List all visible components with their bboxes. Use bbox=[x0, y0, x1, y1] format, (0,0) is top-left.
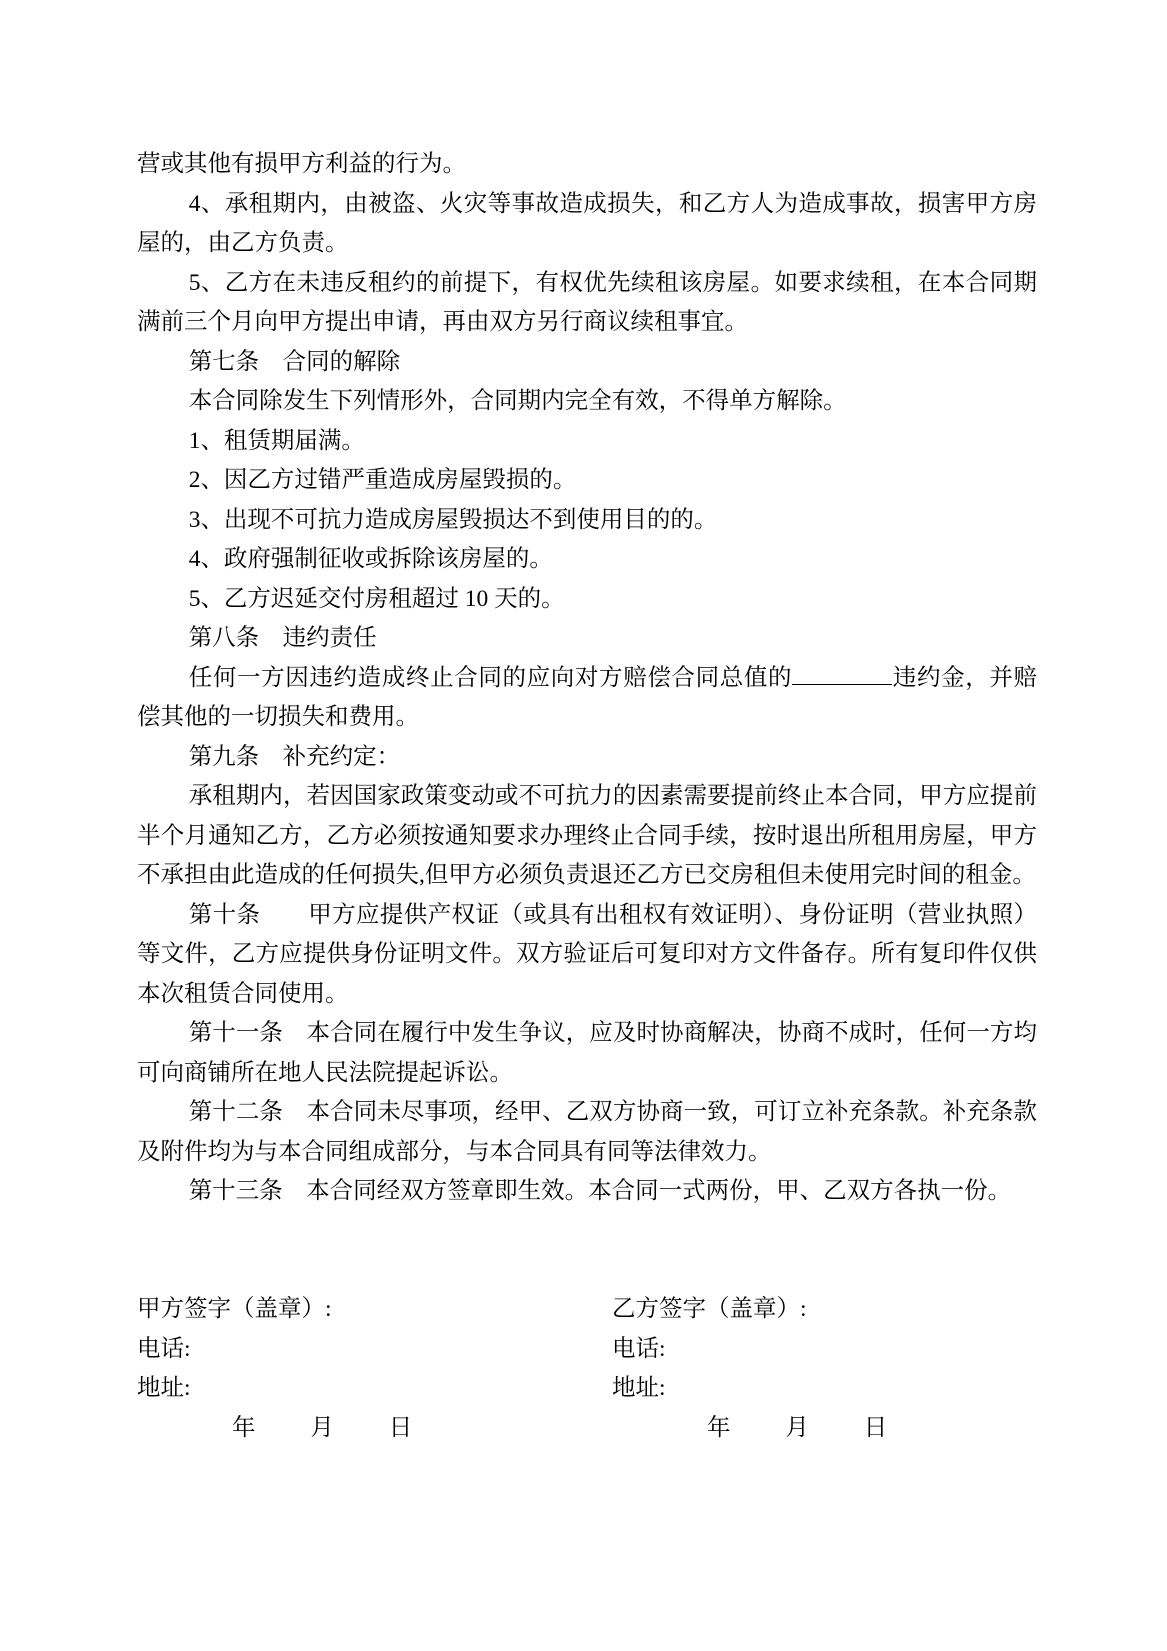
party-b-phone-label: 电话: bbox=[612, 1335, 666, 1362]
contract-body bbox=[137, 145, 1037, 1212]
clause-7-item-2: 2、因乙方过错严重造成房屋毁损的。 bbox=[188, 467, 577, 493]
clause-7-heading: 第七条 合同的解除 bbox=[188, 348, 401, 375]
clause-12-body: 第十二条 本合同未尽事项，经甲、乙双方协商一致，可订立补充条款。补充条款及附件均为与本合同组成部分，与本合同具有同等法律效力。 bbox=[137, 1099, 1037, 1165]
party-a-phone-label: 电话: bbox=[137, 1335, 191, 1362]
continuation-line-prohibited-acts: 营或其他有损甲方利益的行为。 bbox=[137, 151, 466, 177]
clause-7-item-1: 1、租赁期届满。 bbox=[188, 427, 365, 454]
blank-underline bbox=[792, 682, 892, 685]
clause-9-body: 承租期内，若因国家政策变动或不可抗力的因素需要提前终止本合同，甲方应提前半个月通知乙方，乙方必须按通知要求办理终止合同手续，按时退出所租用房屋，甲方不承担由此造成的任何损失,但甲方必须负责退还乙方已交房租但未使用完时间的租金。 bbox=[137, 783, 1037, 888]
day-label: 日 bbox=[388, 1414, 413, 1441]
year-label: 年 bbox=[232, 1414, 256, 1441]
clause-7-item-4: 4、政府强制征收或拆除该房屋的。 bbox=[188, 546, 553, 572]
day-label: 日 bbox=[863, 1414, 888, 1441]
clause-10-body: 第十条 甲方应提供产权证（或具有出租权有效证明）、身份证明（营业执照）等文件，乙方应提供身份证明文件。双方验证后可复印对方文件备存。所有复印件仅供本次租赁合同使用。 bbox=[137, 901, 1037, 1007]
clause-13-body: 第十三条 本合同经双方签章即生效。本合同一式两份，甲、乙双方各执一份。 bbox=[188, 1178, 1012, 1204]
signature-block bbox=[137, 1290, 1087, 1448]
clause-9-heading: 第九条 补充约定： bbox=[188, 743, 401, 770]
party-b-address-label: 地址: bbox=[612, 1375, 666, 1401]
month-label: 月 bbox=[310, 1414, 334, 1441]
party-b-date-line bbox=[612, 1409, 1087, 1449]
party-a-signature-column bbox=[137, 1290, 612, 1448]
clause-7-intro: 本合同除发生下列情形外，合同期内完全有效，不得单方解除。 bbox=[188, 388, 847, 414]
year-label: 年 bbox=[707, 1414, 731, 1441]
party-b-signature-column bbox=[612, 1290, 1087, 1448]
clause-7-item-5: 5、乙方迟延交付房租超过 10 天的。 bbox=[188, 585, 565, 612]
party-a-address-label: 地址: bbox=[137, 1375, 191, 1401]
item-5-renewal-priority: 5、乙方在未违反租约的前提下，有权优先续租该房屋。如要求续租，在本合同期满前三个月向甲方提出申请，再由双方另行商议续租事宜。 bbox=[137, 269, 1037, 335]
clause-7-item-3: 3、出现不可抗力造成房屋毁损达不到使用目的的。 bbox=[188, 506, 718, 533]
party-a-sign-label: 甲方签字（盖章）: bbox=[137, 1296, 332, 1322]
clause-11-body: 第十一条 本合同在履行中发生争议，应及时协商解决，协商不成时，任何一方均可向商铺所在地人民法院提起诉讼。 bbox=[137, 1020, 1037, 1086]
item-4-damage-liability: 4、承租期内，由被盗、火灾等事故造成损失，和乙方人为造成事故，损害甲方房屋的，由乙方负责。 bbox=[137, 190, 1037, 256]
party-b-sign-label: 乙方签字（盖章）: bbox=[612, 1296, 807, 1322]
party-a-date-line bbox=[137, 1409, 612, 1449]
month-label: 月 bbox=[785, 1414, 809, 1441]
clause-8-heading: 第八条 违约责任 bbox=[188, 625, 377, 651]
clause-8-body: 任何一方因违约造成终止合同的应向对方赔偿合同总值的 违约金，并赔偿其他的一切损失和费用。 bbox=[137, 664, 1038, 730]
